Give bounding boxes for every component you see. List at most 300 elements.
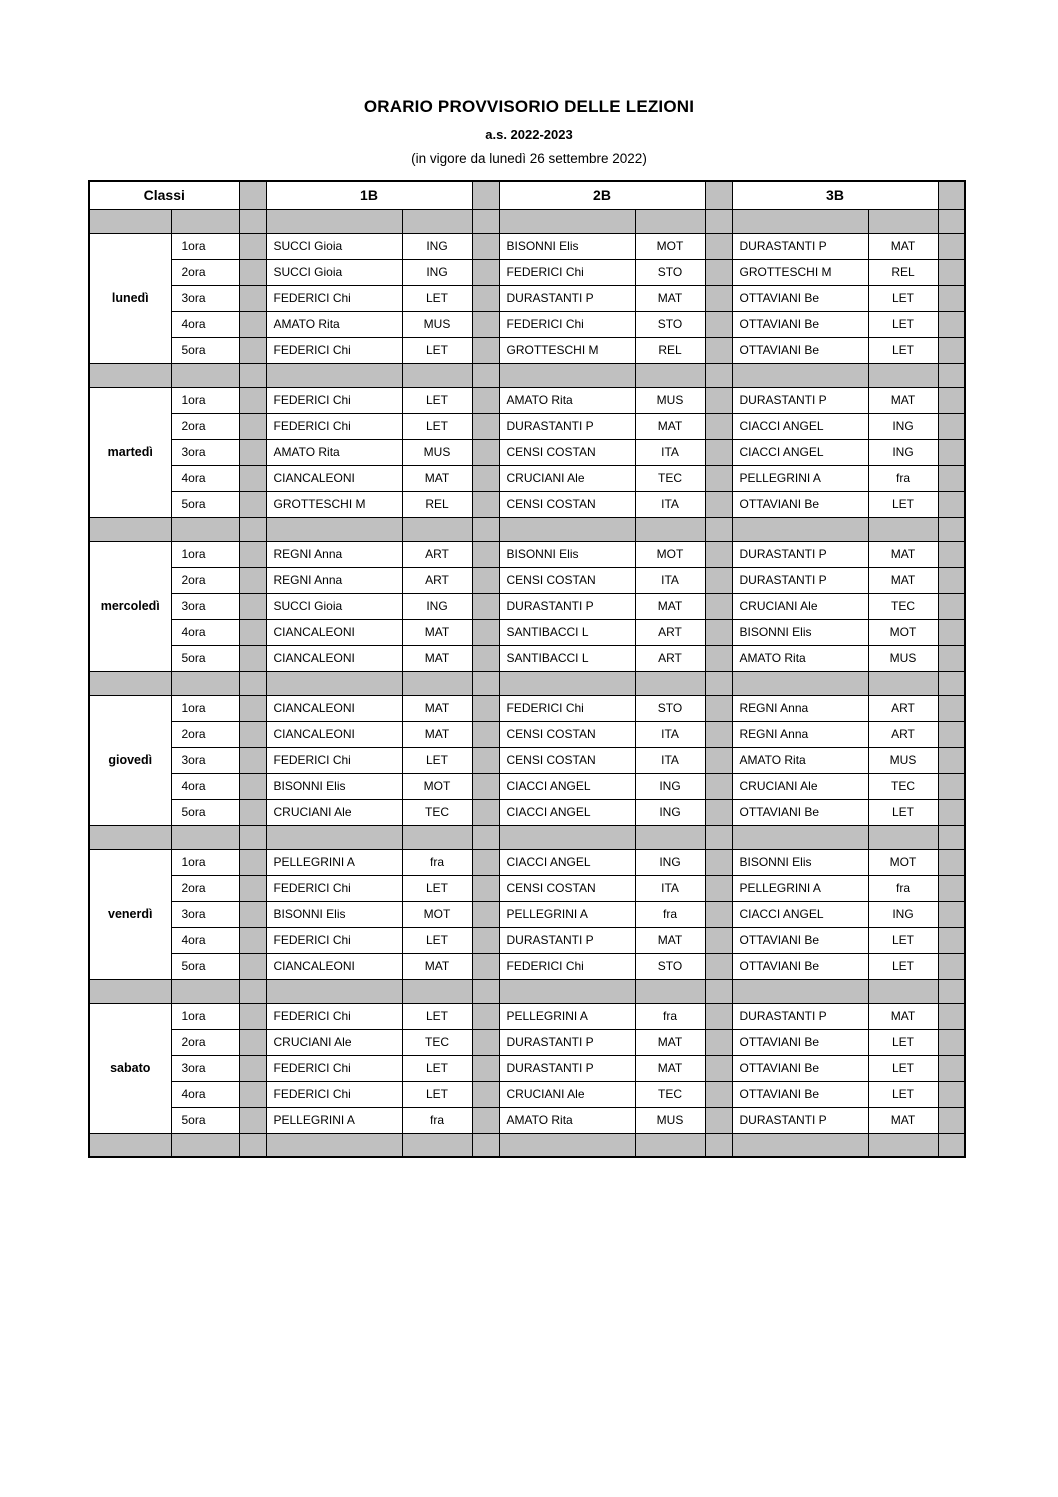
hour-cell: 2ora [171,259,239,285]
spacer-cell [705,233,732,259]
spacer-cell [705,619,732,645]
subject-cell: ART [635,619,705,645]
lesson-row [89,1055,965,1081]
spacer-cell [472,901,499,927]
teacher-cell: CRUCIANI Ale [732,593,868,619]
subject-cell: LET [868,337,938,363]
teacher-cell: DURASTANTI P [732,567,868,593]
teacher-cell: CIACCI ANGEL [732,439,868,465]
page-note: (in vigore da lunedì 26 settembre 2022) [411,151,647,166]
subject-cell: MOT [635,233,705,259]
spacer-cell [239,541,266,567]
spacer-cell [705,773,732,799]
teacher-cell: OTTAVIANI Be [732,285,868,311]
subject-cell: MUS [402,439,472,465]
lesson-row [89,1029,965,1055]
subject-cell: MUS [402,311,472,337]
subject-cell: MAT [635,1029,705,1055]
teacher-cell: FEDERICI Chi [499,311,635,337]
spacer-cell [938,181,965,209]
subject-cell: LET [868,311,938,337]
teacher-cell: CRUCIANI Ale [732,773,868,799]
teacher-cell: AMATO Rita [499,387,635,413]
spacer-cell [239,645,266,671]
teacher-cell: FEDERICI Chi [266,927,402,953]
spacer-cell [938,1107,965,1133]
teacher-cell: CENSI COSTAN [499,747,635,773]
hour-cell: 1ora [171,387,239,413]
hour-cell: 2ora [171,721,239,747]
spacer-cell [239,1055,266,1081]
subject-cell: MAT [635,927,705,953]
subject-cell: MAT [635,593,705,619]
teacher-cell: DURASTANTI P [499,1029,635,1055]
spacer-cell [472,1107,499,1133]
lesson-row [89,849,965,875]
spacer-cell [938,773,965,799]
spacer-cell [239,979,266,1003]
timetable [88,180,966,1158]
spacer-cell [635,209,705,233]
subject-cell: ING [402,259,472,285]
lesson-row [89,541,965,567]
spacer-cell [171,209,239,233]
spacer-cell [705,1081,732,1107]
lesson-row [89,387,965,413]
lesson-row [89,875,965,901]
spacer-cell [402,209,472,233]
spacer-cell [868,1133,938,1157]
spacer-cell [705,825,732,849]
lesson-row [89,285,965,311]
spacer-cell [938,979,965,1003]
spacer-cell [705,901,732,927]
spacer-cell [705,285,732,311]
spacer-cell [472,465,499,491]
teacher-cell: CENSI COSTAN [499,875,635,901]
subject-cell: MAT [868,541,938,567]
subject-cell: ING [868,439,938,465]
teacher-cell: DURASTANTI P [499,1055,635,1081]
spacer-cell [705,567,732,593]
spacer-cell [402,1133,472,1157]
hour-cell: 2ora [171,567,239,593]
spacer-cell [402,363,472,387]
subject-cell: MOT [635,541,705,567]
subject-cell: fra [635,1003,705,1029]
spacer-cell [938,541,965,567]
spacer-cell [938,593,965,619]
day-cell-venerdì: venerdì [89,849,171,979]
teacher-cell: SUCCI Gioia [266,593,402,619]
spacer-cell [868,671,938,695]
spacer-cell [938,209,965,233]
subject-cell: ITA [635,439,705,465]
spacer-cell [705,363,732,387]
spacer-cell [239,233,266,259]
spacer-cell [732,979,868,1003]
teacher-cell: CENSI COSTAN [499,439,635,465]
spacer-cell [472,825,499,849]
hour-cell: 3ora [171,285,239,311]
spacer-cell [239,825,266,849]
hour-cell: 1ora [171,1003,239,1029]
teacher-cell: FEDERICI Chi [266,875,402,901]
hour-cell: 1ora [171,849,239,875]
spacer-cell [239,491,266,517]
spacer-cell [938,927,965,953]
spacer-cell [705,695,732,721]
lesson-row [89,567,965,593]
teacher-cell: CRUCIANI Ale [499,1081,635,1107]
hour-cell: 4ora [171,619,239,645]
spacer-cell [938,721,965,747]
lesson-row [89,259,965,285]
subject-cell: REL [402,491,472,517]
subject-cell: MAT [402,953,472,979]
spacer-cell [472,1055,499,1081]
subject-cell: MAT [868,1107,938,1133]
spacer-cell [938,387,965,413]
subject-cell: fra [635,901,705,927]
teacher-cell: FEDERICI Chi [266,1081,402,1107]
spacer-cell [266,517,402,541]
spacer-cell [705,849,732,875]
spacer-cell [239,927,266,953]
spacer-cell [635,517,705,541]
subject-cell: LET [402,337,472,363]
teacher-cell: CIANCALEONI [266,953,402,979]
spacer-cell [705,747,732,773]
teacher-cell: CIACCI ANGEL [499,849,635,875]
teacher-cell: DURASTANTI P [499,285,635,311]
subject-cell: MAT [402,465,472,491]
subject-cell: MUS [868,645,938,671]
subject-cell: LET [402,413,472,439]
teacher-cell: OTTAVIANI Be [732,799,868,825]
subject-cell: TEC [402,1029,472,1055]
subject-cell: fra [868,465,938,491]
spacer-cell [472,645,499,671]
spacer-cell [266,825,402,849]
teacher-cell: CIANCALEONI [266,695,402,721]
lesson-row [89,413,965,439]
subject-cell: TEC [402,799,472,825]
subject-cell: ITA [635,567,705,593]
spacer-cell [266,671,402,695]
subject-cell: ITA [635,721,705,747]
spacer-cell [705,413,732,439]
spacer-cell [171,363,239,387]
spacer-cell [938,413,965,439]
teacher-cell: BISONNI Elis [732,619,868,645]
spacer-cell [171,825,239,849]
spacer-cell [472,387,499,413]
spacer-cell [472,619,499,645]
spacer-cell [239,593,266,619]
spacer-cell [472,517,499,541]
class-header-3: 3B [732,181,938,209]
spacer-cell [705,541,732,567]
spacer-cell [239,181,266,209]
teacher-cell: CENSI COSTAN [499,567,635,593]
subject-cell: MAT [868,567,938,593]
spacer-cell [472,541,499,567]
lesson-row [89,311,965,337]
day-cell-lunedì: lunedì [89,233,171,363]
teacher-cell: CIACCI ANGEL [732,901,868,927]
teacher-cell: OTTAVIANI Be [732,1029,868,1055]
spacer-cell [499,209,635,233]
spacer-cell [239,387,266,413]
subject-cell: LET [868,953,938,979]
subject-cell: MOT [868,619,938,645]
spacer-cell [472,491,499,517]
spacer-cell [239,285,266,311]
subject-cell: MAT [868,1003,938,1029]
teacher-cell: GROTTESCHI M [266,491,402,517]
spacer-cell [239,337,266,363]
teacher-cell: CIANCALEONI [266,619,402,645]
spacer-cell [472,593,499,619]
hour-cell: 2ora [171,875,239,901]
teacher-cell: BISONNI Elis [266,773,402,799]
teacher-cell: GROTTESCHI M [732,259,868,285]
spacer-cell [472,773,499,799]
classi-header: Classi [89,181,239,209]
spacer-cell [89,517,171,541]
lesson-row [89,439,965,465]
class-header-1: 1B [266,181,472,209]
spacer-cell [705,181,732,209]
page-subtitle: a.s. 2022-2023 [485,127,573,142]
spacer-cell [868,979,938,1003]
teacher-cell: AMATO Rita [732,747,868,773]
spacer-cell [705,311,732,337]
subject-cell: MOT [402,901,472,927]
spacer-cell [89,1133,171,1157]
spacer-cell [938,517,965,541]
spacer-cell [472,285,499,311]
lesson-row [89,721,965,747]
spacer-cell [472,233,499,259]
separator-row-venerdì [89,979,965,1003]
hour-cell: 2ora [171,413,239,439]
subject-cell: MUS [635,387,705,413]
hour-cell: 3ora [171,439,239,465]
spacer-cell [635,979,705,1003]
spacer-cell [239,413,266,439]
subject-cell: ART [635,645,705,671]
spacer-cell [705,721,732,747]
subject-cell: LET [868,1055,938,1081]
spacer-cell [239,849,266,875]
hour-cell: 5ora [171,337,239,363]
lesson-row [89,337,965,363]
spacer-cell [868,209,938,233]
subject-cell: REL [635,337,705,363]
teacher-cell: OTTAVIANI Be [732,491,868,517]
subject-cell: TEC [635,1081,705,1107]
spacer-cell [938,439,965,465]
spacer-cell [89,209,171,233]
subject-cell: LET [402,875,472,901]
spacer-cell [472,337,499,363]
subject-cell: fra [402,1107,472,1133]
lesson-row [89,465,965,491]
spacer-cell [171,671,239,695]
teacher-cell: PELLEGRINI A [266,1107,402,1133]
teacher-cell: CRUCIANI Ale [499,465,635,491]
spacer-cell [472,439,499,465]
day-cell-martedì: martedì [89,387,171,517]
subject-cell: MAT [635,413,705,439]
subject-cell: MAT [402,721,472,747]
spacer-cell [938,619,965,645]
spacer-cell [472,849,499,875]
subject-cell: ART [868,695,938,721]
teacher-cell: FEDERICI Chi [266,387,402,413]
spacer-cell [402,517,472,541]
spacer-cell [705,259,732,285]
teacher-cell: CIACCI ANGEL [499,799,635,825]
spacer-cell [171,979,239,1003]
subject-cell: LET [402,1003,472,1029]
spacer-cell [705,645,732,671]
subject-cell: ING [402,233,472,259]
spacer-cell [938,285,965,311]
spacer-cell [239,721,266,747]
hour-cell: 5ora [171,491,239,517]
subject-cell: ING [868,901,938,927]
subject-cell: LET [868,491,938,517]
spacer-cell [705,875,732,901]
spacer-cell [938,849,965,875]
subject-cell: TEC [868,593,938,619]
spacer-cell [472,1133,499,1157]
subject-cell: MAT [402,695,472,721]
teacher-cell: CIANCALEONI [266,721,402,747]
spacer-cell [266,979,402,1003]
spacer-cell [732,825,868,849]
lesson-row [89,799,965,825]
hour-cell: 2ora [171,1029,239,1055]
spacer-cell [938,1029,965,1055]
spacer-cell [868,363,938,387]
spacer-cell [732,209,868,233]
spacer-cell [239,671,266,695]
subject-cell: ITA [635,747,705,773]
subject-cell: ING [868,413,938,439]
spacer-cell [472,1029,499,1055]
spacer-cell [938,1081,965,1107]
teacher-cell: FEDERICI Chi [266,1003,402,1029]
teacher-cell: CIACCI ANGEL [732,413,868,439]
spacer-cell [938,953,965,979]
spacer-cell [705,209,732,233]
teacher-cell: DURASTANTI P [732,233,868,259]
spacer-cell [705,979,732,1003]
spacer-cell [239,517,266,541]
spacer-cell [472,1081,499,1107]
separator-row-top [89,209,965,233]
spacer-cell [938,1133,965,1157]
spacer-cell [171,517,239,541]
teacher-cell: CIANCALEONI [266,465,402,491]
subject-cell: ING [635,773,705,799]
lesson-row [89,927,965,953]
spacer-cell [732,363,868,387]
teacher-cell: FEDERICI Chi [266,747,402,773]
teacher-cell: OTTAVIANI Be [732,311,868,337]
subject-cell: MAT [868,387,938,413]
spacer-cell [938,363,965,387]
subject-cell: LET [402,1081,472,1107]
subject-cell: MAT [402,619,472,645]
spacer-cell [938,671,965,695]
teacher-cell: PELLEGRINI A [266,849,402,875]
spacer-cell [472,695,499,721]
spacer-cell [705,593,732,619]
spacer-cell [239,953,266,979]
teacher-cell: PELLEGRINI A [732,875,868,901]
teacher-cell: PELLEGRINI A [732,465,868,491]
spacer-cell [705,465,732,491]
subject-cell: LET [868,799,938,825]
teacher-cell: BISONNI Elis [499,233,635,259]
spacer-cell [89,363,171,387]
spacer-cell [402,671,472,695]
subject-cell: ART [402,541,472,567]
subject-cell: ART [868,721,938,747]
hour-cell: 4ora [171,773,239,799]
hour-cell: 4ora [171,465,239,491]
spacer-cell [402,979,472,1003]
spacer-cell [938,1003,965,1029]
spacer-cell [89,979,171,1003]
subject-cell: fra [868,875,938,901]
spacer-cell [239,747,266,773]
teacher-cell: OTTAVIANI Be [732,953,868,979]
separator-row-martedì [89,517,965,541]
teacher-cell: CRUCIANI Ale [266,1029,402,1055]
spacer-cell [239,773,266,799]
teacher-cell: CRUCIANI Ale [266,799,402,825]
subject-cell: MUS [868,747,938,773]
subject-cell: LET [868,1029,938,1055]
teacher-cell: CIACCI ANGEL [499,773,635,799]
spacer-cell [938,311,965,337]
spacer-cell [705,1055,732,1081]
spacer-cell [705,799,732,825]
spacer-cell [705,517,732,541]
subject-cell: ING [635,799,705,825]
spacer-cell [705,1003,732,1029]
spacer-cell [938,825,965,849]
hour-cell: 3ora [171,593,239,619]
spacer-cell [472,721,499,747]
hour-cell: 3ora [171,747,239,773]
spacer-cell [266,363,402,387]
spacer-cell [938,465,965,491]
spacer-cell [499,1133,635,1157]
spacer-cell [705,1133,732,1157]
teacher-cell: GROTTESCHI M [499,337,635,363]
lesson-row [89,233,965,259]
subject-cell: MOT [868,849,938,875]
spacer-cell [239,695,266,721]
hour-cell: 4ora [171,927,239,953]
